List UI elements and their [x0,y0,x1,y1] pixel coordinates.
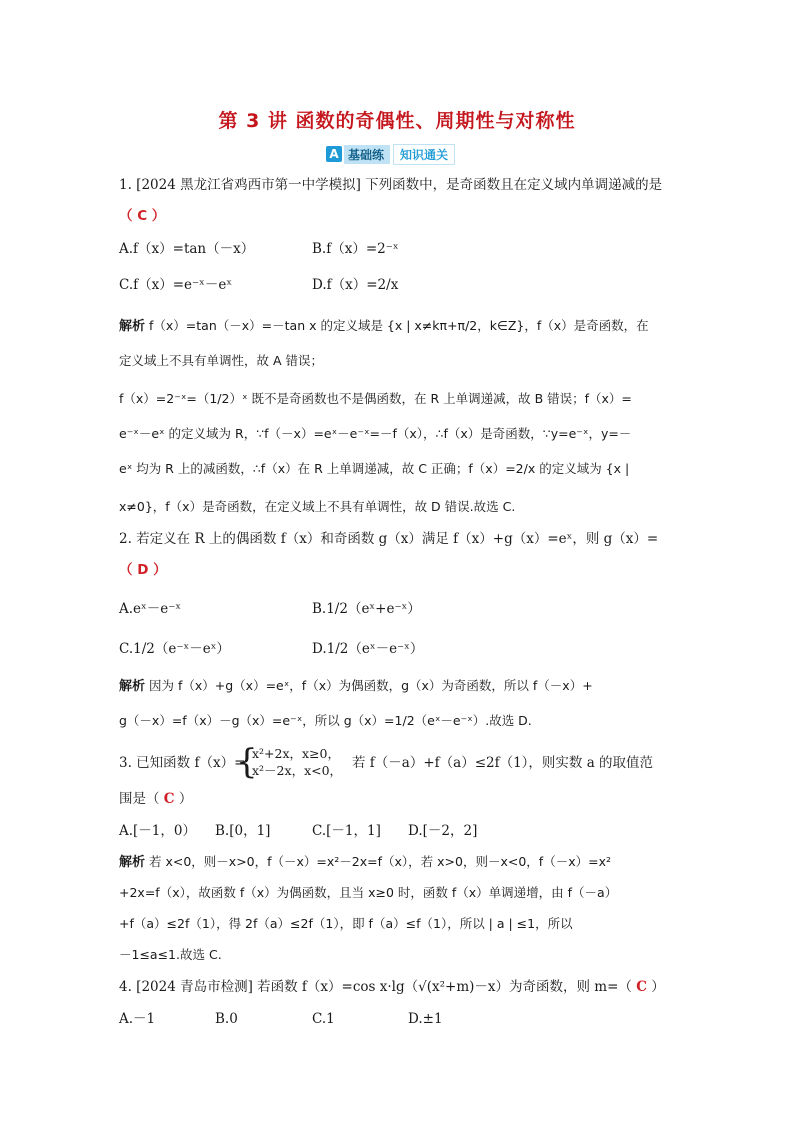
badge-letter: A [326,146,342,162]
q2-analysis-text-1: 因为 f（x）+g（x）=eˣ，f（x）为偶函数，g（x）为奇函数，所以 f（－x）+ [149,678,593,693]
q1-answer: （ C ） [119,208,166,224]
section-badge [326,145,455,163]
q1-option-c: C.f（x）=e⁻ˣ－eˣ [119,277,233,293]
q1-analysis-3: f（x）=2⁻ˣ=（1/2）ˣ 既不是奇函数也不是偶函数，在 R 上单调递减，故 B 错误；f（x）= [119,391,632,406]
q3-stem-c-text: 围是（ C ） [119,791,193,807]
q2-analysis-label: 解析 [119,679,146,694]
q1-analysis-6: x≠0}，f（x）是奇函数，在定义域上不具有单调性，故 D 错误.故选 C. [119,499,516,514]
q2-analysis-1 [119,677,593,696]
q3-option-a: A.[－1，0） [119,823,196,839]
q1-analysis-label: 解析 [119,319,146,334]
q3-analysis-4: －1≤a≤1.故选 C. [119,947,222,962]
q3-analysis-2: +2x=f（x），故函数 f（x）为偶函数，且当 x≥0 时，函数 f（x）单调递增，由 f（－a） [119,885,618,900]
q2-stem: 2. 若定义在 R 上的偶函数 f（x）和奇函数 g（x）满足 f（x）+g（x）=eˣ，则 g（x）= [119,531,659,547]
q3-case-2: x²－2x，x<0， [252,763,343,778]
q3-option-c: C.[－1，1] [312,823,381,839]
q2-option-a: A.eˣ－e⁻ˣ [119,601,182,617]
q3-case-1: x²+2x，x≥0， [252,746,341,761]
q1-analysis-2: 定义域上不具有单调性，故 A 错误； [119,353,323,368]
q1-stem: 1. [2024 黑龙江省鸡西市第一中学模拟] 下列函数中，是奇函数且在定义域内单调递减的是 [119,177,663,193]
q3-option-b: B.[0，1] [215,823,271,839]
q3-brace: { [236,742,258,782]
q3-option-d: D.[－2，2] [408,823,478,839]
q1-analysis-text-1: f（x）=tan（－x）=－tan x 的定义域是 {x | x≠kπ+π/2，k∈Z}，f（x）是奇函数，在 [149,318,649,333]
q1-analysis-4: e⁻ˣ－eˣ 的定义域为 R，∵f（－x）=eˣ－e⁻ˣ=－f（x），∴f（x）是奇函数，∵y=e⁻ˣ，y=－ [119,426,632,441]
q3-stem-b: 若 f（－a）+f（a）≤2f（1），则实数 a 的取值范 [352,755,654,771]
q2-option-b: B.1/2（eˣ+e⁻ˣ） [312,601,421,617]
q2-option-c: C.1/2（e⁻ˣ－eˣ） [119,641,230,657]
q3-analysis-text-1: 若 x<0，则－x>0，f（－x）=x²－2x=f（x），若 x>0，则－x<0，f（－x）=x² [149,854,611,869]
q3-analysis-label: 解析 [119,855,146,870]
q1-analysis-1 [119,317,649,336]
q3-stem-a: 3. 已知函数 f（x）= [119,755,246,771]
q1-option-a: A.f（x）=tan（－x） [119,241,255,257]
q4-option-a: A.－1 [119,1011,156,1027]
q3-analysis-1 [119,853,611,872]
q1-analysis-5: eˣ 均为 R 上的减函数，∴f（x）在 R 上单调递减，故 C 正确；f（x）=2/x 的定义域为 {x | [119,461,630,476]
q4-option-d: D.±1 [408,1011,443,1027]
q4-option-c: C.1 [312,1011,335,1027]
q2-option-d: D.1/2（eˣ－e⁻ˣ） [312,641,424,657]
q2-analysis-2: g（－x）=f（x）－g（x）=e⁻ˣ，所以 g（x）=1/2（eˣ－e⁻ˣ）.故选 D. [119,713,532,728]
page-title: 第 3 讲 函数的奇偶性、周期性与对称性 [218,110,576,132]
q3-stem-c [119,790,192,808]
q4-stem: 4. [2024 青岛市检测] 若函数 f（x）=cos x·lg（√(x²+m)－x）为奇函数，则 m=（ C ） [119,979,665,995]
q1-option-d: D.f（x）=2/x [312,277,399,293]
badge-label-knowledge: 知识通关 [393,144,455,165]
q4-option-b: B.0 [215,1011,238,1027]
badge-label-basic: 基础练 [344,145,390,164]
q3-analysis-3: +f（a）≤2f（1），得 2f（a）≤2f（1），即 f（a）≤f（1），所以 | a | ≤1，所以 [119,916,573,931]
q2-answer: （ D ） [119,562,167,578]
q1-option-b: B.f（x）=2⁻ˣ [312,241,399,257]
